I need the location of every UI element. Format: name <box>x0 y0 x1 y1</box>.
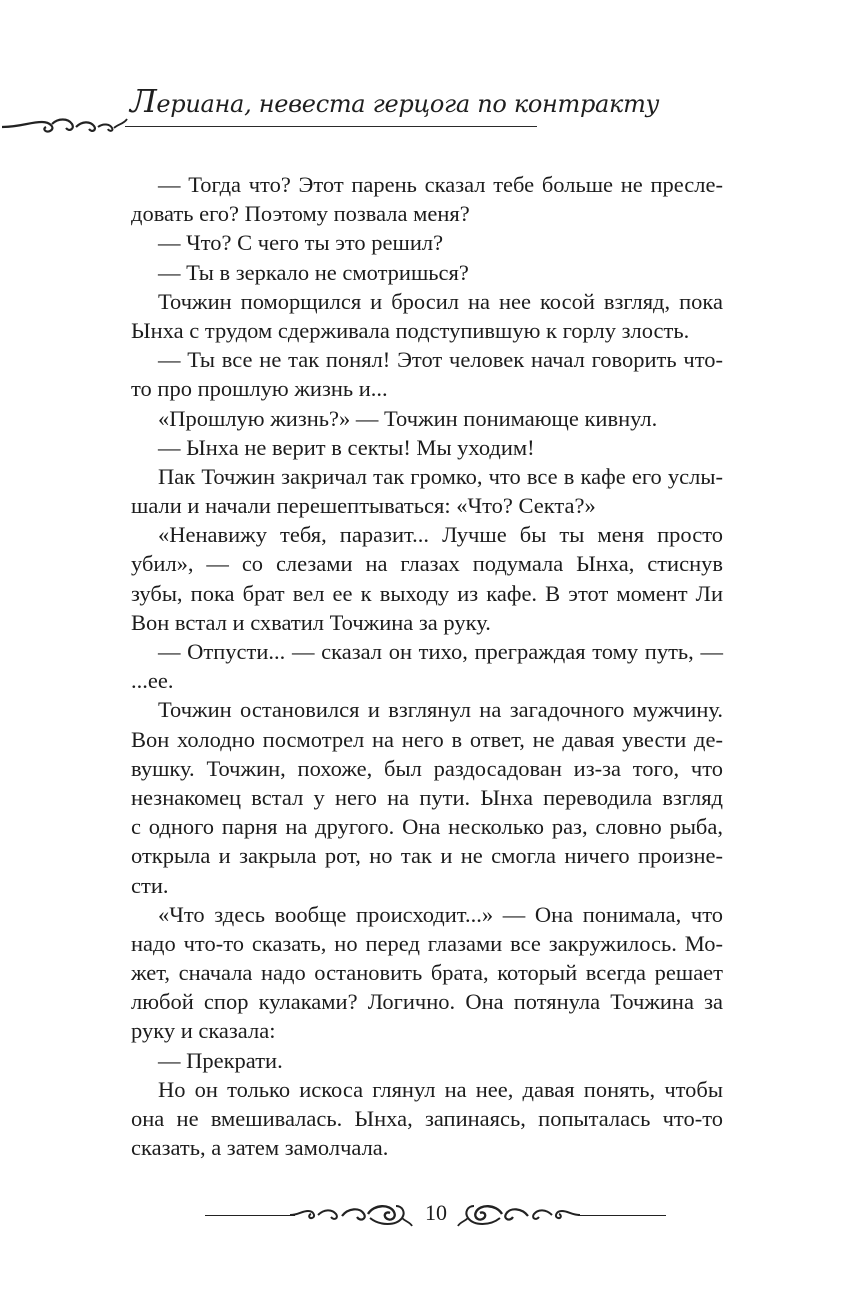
text-line: незнакомец встал у него на пути. Ынха переводила взгляд <box>131 784 723 810</box>
text-line: любой спор кулаками? Логично. Она потянула Точжина за <box>131 989 723 1015</box>
page-number: 10 <box>425 1200 447 1225</box>
header-title-subtitle: , невеста герцога по контракту <box>244 90 660 118</box>
text-line: Пак Точжин закричал так громко, что все в кафе его услы- <box>158 463 723 489</box>
text-line: — Ты в зеркало не смотришься? <box>158 259 469 285</box>
footer-flourish-left-icon <box>290 1198 418 1232</box>
text-line: — Что? С чего ты это решил? <box>158 230 444 256</box>
text-line: «Что здесь вообще происходит...» — Она понимала, что <box>158 901 723 927</box>
text-line: Но он только искоса глянул на нее, давая понять, чтобы <box>158 1076 723 1102</box>
text-line: открыла и закрыла рот, но так и не смогла ничего произне- <box>131 843 723 869</box>
text-line: зубы, пока брат вел ее к выходу из кафе. В этот момент Ли <box>131 580 723 606</box>
footer-rule-right <box>578 1215 666 1216</box>
text-line: Вон встал и схватил Точжина за руку. <box>131 609 491 635</box>
text-line: ...ее. <box>131 668 174 694</box>
text-line: жет, сначала надо остановить брата, который всегда решает <box>131 960 723 986</box>
text-line: — Ынха не верит в секты! Мы уходим! <box>158 434 535 460</box>
text-line: Точжин поморщился и бросил на нее косой взгляд, пока <box>158 288 723 314</box>
header-rule <box>125 126 537 127</box>
text-line: сказать, а затем замолчала. <box>131 1135 389 1161</box>
text-line: то про прошлую жизнь и... <box>131 376 388 402</box>
text-line: «Прошлую жизнь?» — Точжин понимающе кивнул. <box>158 405 658 431</box>
text-line: — Прекрати. <box>158 1047 283 1073</box>
text-line: убил», — со слезами на глазах подумала Ынха, стиснув <box>131 551 723 577</box>
footer-flourish-right-icon <box>452 1198 580 1232</box>
text-line: «Ненавижу тебя, паразит... Лучше бы ты меня просто <box>158 522 723 548</box>
text-line: — Отпусти... — сказал он тихо, преграждая тому путь, — <box>158 639 723 664</box>
header-title-initial: Л <box>130 82 157 120</box>
text-line: вушку. Точжин, похоже, был раздосадован из-за того, что <box>131 755 723 781</box>
text-line: Точжин остановился и взглянул на загадочного мужчину. <box>158 697 723 723</box>
text-line: надо что-то сказать, но перед глазами все закружилось. Мо- <box>131 930 723 956</box>
header-title-name: ериана <box>156 90 245 118</box>
header-flourish-icon <box>0 100 135 140</box>
text-line: — Ты все не так понял! Этот человек начал говорить что- <box>158 347 723 373</box>
text-line: Ынха с трудом сдерживала подступившую к горлу злость. <box>131 317 690 343</box>
text-line: сти. <box>131 872 169 898</box>
text-line: довать его? Поэтому позвала меня? <box>131 201 470 227</box>
footer-rule-left <box>205 1215 295 1216</box>
page-body <box>131 170 723 1162</box>
running-header-title <box>130 82 660 120</box>
text-line: шали и начали перешептываться: «Что? Секта?» <box>131 493 596 519</box>
text-line: руку и сказала: <box>131 1018 276 1044</box>
text-line: с одного парня на другого. Она несколько раз, словно рыба, <box>131 814 723 840</box>
text-line: Вон холодно посмотрел на него в ответ, не давая увести де- <box>131 726 723 752</box>
text-line: она не вмешивалась. Ынха, запинаясь, попыталась что-то <box>131 1106 723 1131</box>
text-line: — Тогда что? Этот парень сказал тебе больше не пресле- <box>158 172 723 197</box>
